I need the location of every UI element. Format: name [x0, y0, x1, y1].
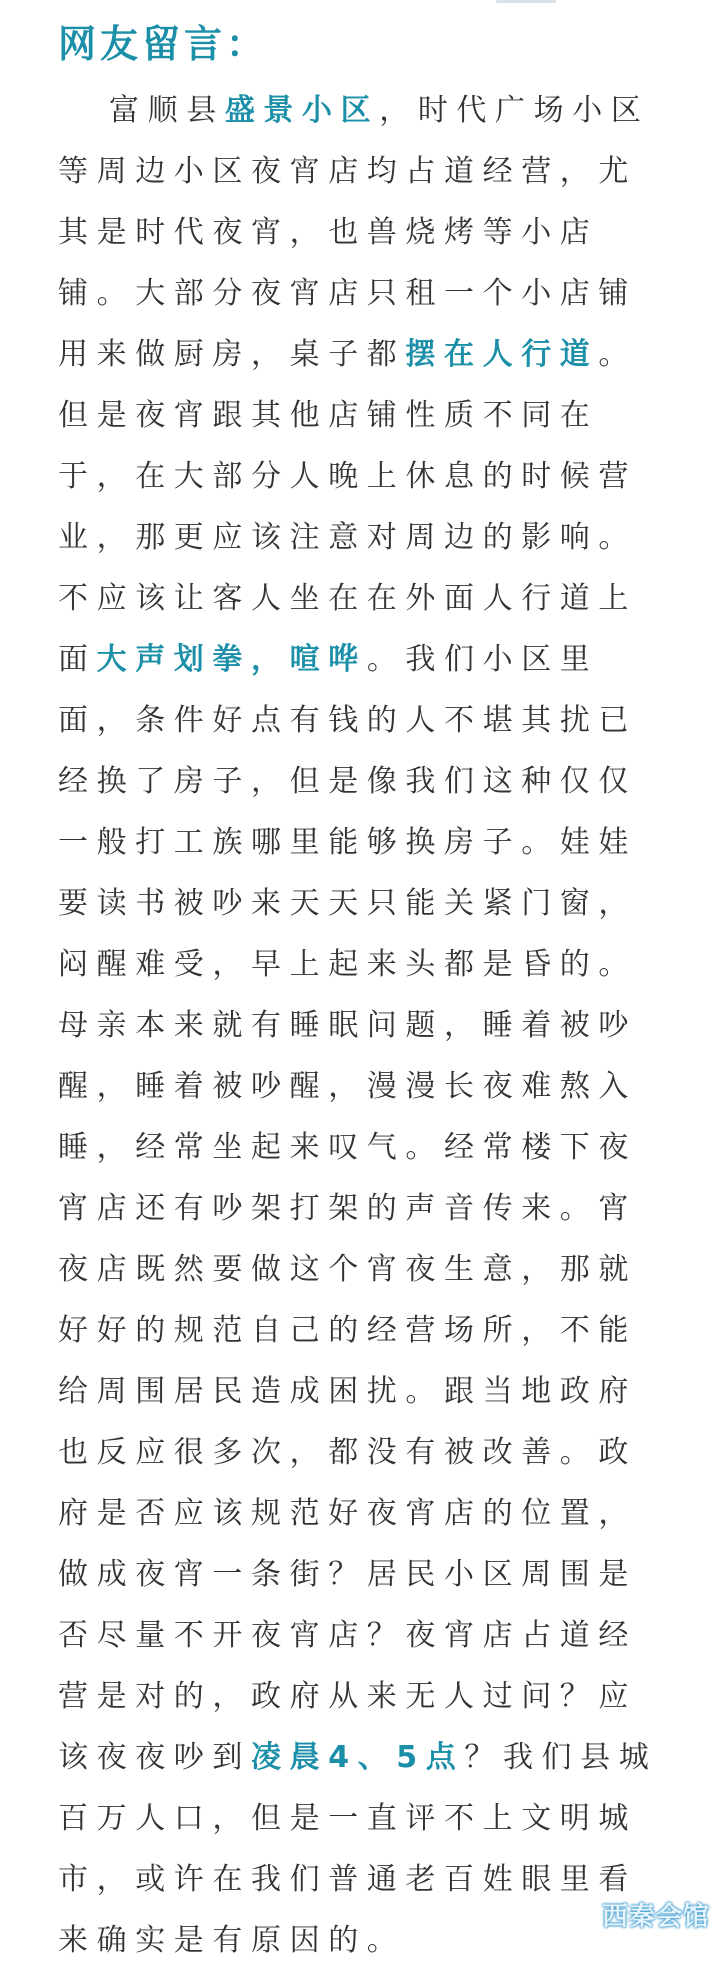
- text-segment: 富顺县: [109, 93, 225, 128]
- highlight-time: 凌晨4、5点: [251, 1740, 465, 1775]
- text-segment: 。但是夜宵跟其他店铺性质不同在于，在大部分人晚上休息的时候营业，那更应该注意对周边的影响。不应该让客人坐在在外面人行道上面: [58, 337, 638, 677]
- text-segment: ，时代广场小区等周边小区夜宵店均占道经营，尤其是时代夜宵，也兽烧烤等小店铺。大部分夜宵店只租一个小店铺用来做厨房，桌子都: [58, 93, 650, 372]
- message-body: [58, 80, 662, 1971]
- highlight-noise: 大声划拳，喧哗: [96, 642, 367, 677]
- text-segment: ？我们县城百万人口，但是一直评不上文明城市，或许在我们普通老百姓眼里看来确实是有原因的。: [58, 1740, 658, 1958]
- highlight-community-name: 盛景小区: [224, 93, 380, 128]
- message-paragraph: [58, 80, 662, 1971]
- page-title: 网友留言：: [58, 22, 269, 66]
- watermark-logo: 西秦会馆: [601, 1902, 710, 1932]
- top-decoration: [496, 0, 556, 3]
- highlight-sidewalk: 摆在人行道: [405, 337, 599, 372]
- text-segment: 。我们小区里面，条件好点有钱的人不堪其扰已经换了房子，但是像我们这种仅仅一般打工族哪里能够换房子。娃娃要读书被吵来天天只能关紧门窗，闷醒难受，早上起来头都是昏的。母亲本来就有睡眠问题，睡着被吵醒，睡着被吵醒，漫漫长夜难熬入睡，经常坐起来叹气。经常楼下夜宵店还有吵架打架的声音传来。宵夜店既然要做这个宵夜生意，那就好好的规范自己的经营场所，不能给周围居民造成困扰。跟当地政府也反应很多次，都没有被改善。政府是否应该规范好夜宵店的位置，做成夜宵一条街？居民小区周围是否尽量不开夜宵店？夜宵店占道经营是对的，政府从来无人过问？应该夜夜吵到: [58, 642, 637, 1775]
